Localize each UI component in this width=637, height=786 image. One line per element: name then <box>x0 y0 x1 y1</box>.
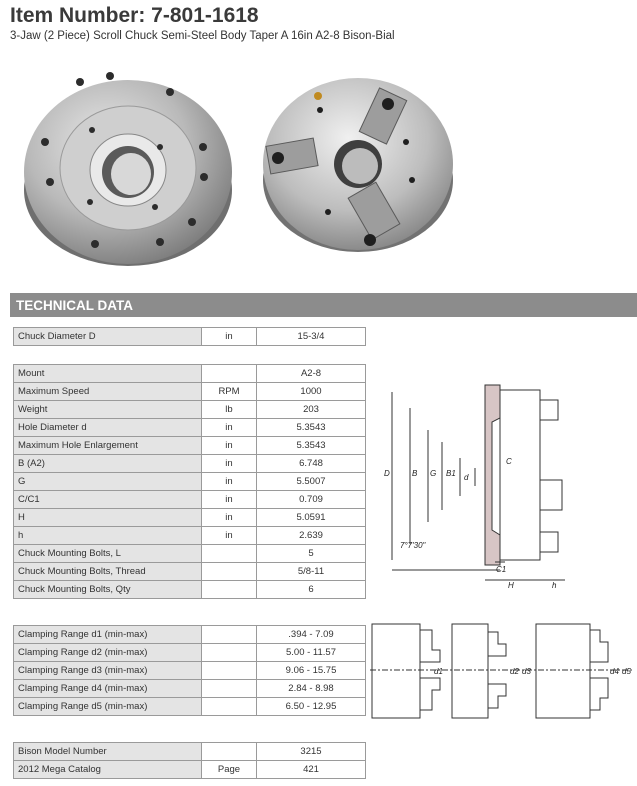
spec-row <box>14 419 366 437</box>
spec-label: Clamping Range d1 (min-max) <box>14 626 202 644</box>
dim-B1-label: B1 <box>446 469 456 478</box>
spec-unit: in <box>202 455 257 473</box>
spec-row <box>14 698 366 716</box>
spec-label: Chuck Mounting Bolts, Thread <box>14 563 202 581</box>
clamping-range-table <box>13 625 366 716</box>
spec-unit: Page <box>202 761 257 779</box>
spec-unit <box>202 545 257 563</box>
spec-label: Hole Diameter d <box>14 419 202 437</box>
spec-label: Mount <box>14 365 202 383</box>
technical-data-header: TECHNICAL DATA <box>10 293 637 317</box>
spec-value: 2.639 <box>257 527 366 545</box>
spec-unit <box>202 698 257 716</box>
spec-value: 2.84 - 8.98 <box>257 680 366 698</box>
spec-value: 5.3543 <box>257 437 366 455</box>
spec-value: 15-3/4 <box>257 328 366 346</box>
spec-row <box>14 383 366 401</box>
spec-label: C/C1 <box>14 491 202 509</box>
spec-row <box>14 455 366 473</box>
spec-value: 0.709 <box>257 491 366 509</box>
chuck-back-photo <box>20 62 245 272</box>
spec-value: 1000 <box>257 383 366 401</box>
spec-label: Chuck Diameter D <box>14 328 202 346</box>
chuck-dimension-drawing <box>380 380 590 595</box>
spec-row <box>14 626 366 644</box>
dim-h-label: h <box>552 581 557 590</box>
spec-value: 5 <box>257 545 366 563</box>
spec-label: Clamping Range d2 (min-max) <box>14 644 202 662</box>
spec-value: 6.50 - 12.95 <box>257 698 366 716</box>
spec-label: Chuck Mounting Bolts, L <box>14 545 202 563</box>
spec-value: 5.00 - 11.57 <box>257 644 366 662</box>
spec-value: 9.06 - 15.75 <box>257 662 366 680</box>
item-title: Item Number: 7-801-1618 <box>10 4 259 27</box>
dim-D-label: D <box>384 469 390 478</box>
spec-label: H <box>14 509 202 527</box>
spec-row <box>14 328 366 346</box>
spec-unit <box>202 743 257 761</box>
spec-unit: in <box>202 437 257 455</box>
spec-label: B (A2) <box>14 455 202 473</box>
specifications-table <box>13 364 366 599</box>
spec-row <box>14 509 366 527</box>
spec-label: Maximum Speed <box>14 383 202 401</box>
spec-value: 5/8-11 <box>257 563 366 581</box>
spec-label: Bison Model Number <box>14 743 202 761</box>
spec-unit: in <box>202 491 257 509</box>
dim-d2-label: d2 <box>510 667 519 676</box>
spec-value: 5.5007 <box>257 473 366 491</box>
spec-value: 421 <box>257 761 366 779</box>
spec-label: Weight <box>14 401 202 419</box>
dim-B-label: B <box>412 469 418 478</box>
spec-label: Chuck Mounting Bolts, Qty <box>14 581 202 599</box>
dim-C-label: C <box>506 457 512 466</box>
spec-label: 2012 Mega Catalog <box>14 761 202 779</box>
spec-row <box>14 545 366 563</box>
dim-d4-label: d4 <box>610 667 619 676</box>
catalog-table <box>13 742 366 779</box>
dim-d1-label: d1 <box>434 667 443 676</box>
spec-unit: RPM <box>202 383 257 401</box>
spec-label: G <box>14 473 202 491</box>
spec-unit: lb <box>202 401 257 419</box>
spec-unit: in <box>202 527 257 545</box>
spec-unit <box>202 662 257 680</box>
spec-label: h <box>14 527 202 545</box>
dim-C1-label: C1 <box>496 565 507 574</box>
spec-label: Clamping Range d5 (min-max) <box>14 698 202 716</box>
dim-G-label: G <box>430 469 437 478</box>
spec-label: Clamping Range d4 (min-max) <box>14 680 202 698</box>
spec-value: 5.0591 <box>257 509 366 527</box>
spec-unit: in <box>202 328 257 346</box>
spec-value: A2-8 <box>257 365 366 383</box>
spec-unit: in <box>202 509 257 527</box>
spec-unit: in <box>202 473 257 491</box>
dim-angle-label: 7°7'30" <box>400 541 426 550</box>
spec-row <box>14 680 366 698</box>
spec-row <box>14 644 366 662</box>
dim-H-label: H <box>508 581 514 590</box>
dim-d-label: d <box>464 473 469 482</box>
spec-row <box>14 563 366 581</box>
spec-row <box>14 743 366 761</box>
spec-value: 6 <box>257 581 366 599</box>
spec-unit <box>202 365 257 383</box>
item-subtitle: 3-Jaw (2 Piece) Scroll Chuck Semi-Steel Body Taper A 16in A2-8 Bison-Bial <box>10 30 395 42</box>
clamping-range-drawings <box>370 622 632 722</box>
spec-value: 203 <box>257 401 366 419</box>
spec-unit <box>202 626 257 644</box>
spec-row <box>14 437 366 455</box>
spec-unit <box>202 581 257 599</box>
spec-value: 3215 <box>257 743 366 761</box>
spec-unit <box>202 644 257 662</box>
spec-row <box>14 662 366 680</box>
spec-row <box>14 401 366 419</box>
spec-row <box>14 491 366 509</box>
spec-row <box>14 365 366 383</box>
spec-row <box>14 527 366 545</box>
spec-unit: in <box>202 419 257 437</box>
spec-unit <box>202 680 257 698</box>
spec-unit <box>202 563 257 581</box>
spec-row <box>14 761 366 779</box>
spec-value: 5.3543 <box>257 419 366 437</box>
chuck-diameter-table <box>13 327 366 346</box>
dim-d3-label: d3 <box>522 667 531 676</box>
spec-value: .394 - 7.09 <box>257 626 366 644</box>
spec-row <box>14 581 366 599</box>
chuck-front-photo <box>258 62 458 267</box>
spec-value: 6.748 <box>257 455 366 473</box>
dim-d5-label: d5 <box>622 667 631 676</box>
spec-label: Clamping Range d3 (min-max) <box>14 662 202 680</box>
spec-label: Maximum Hole Enlargement <box>14 437 202 455</box>
spec-row <box>14 473 366 491</box>
